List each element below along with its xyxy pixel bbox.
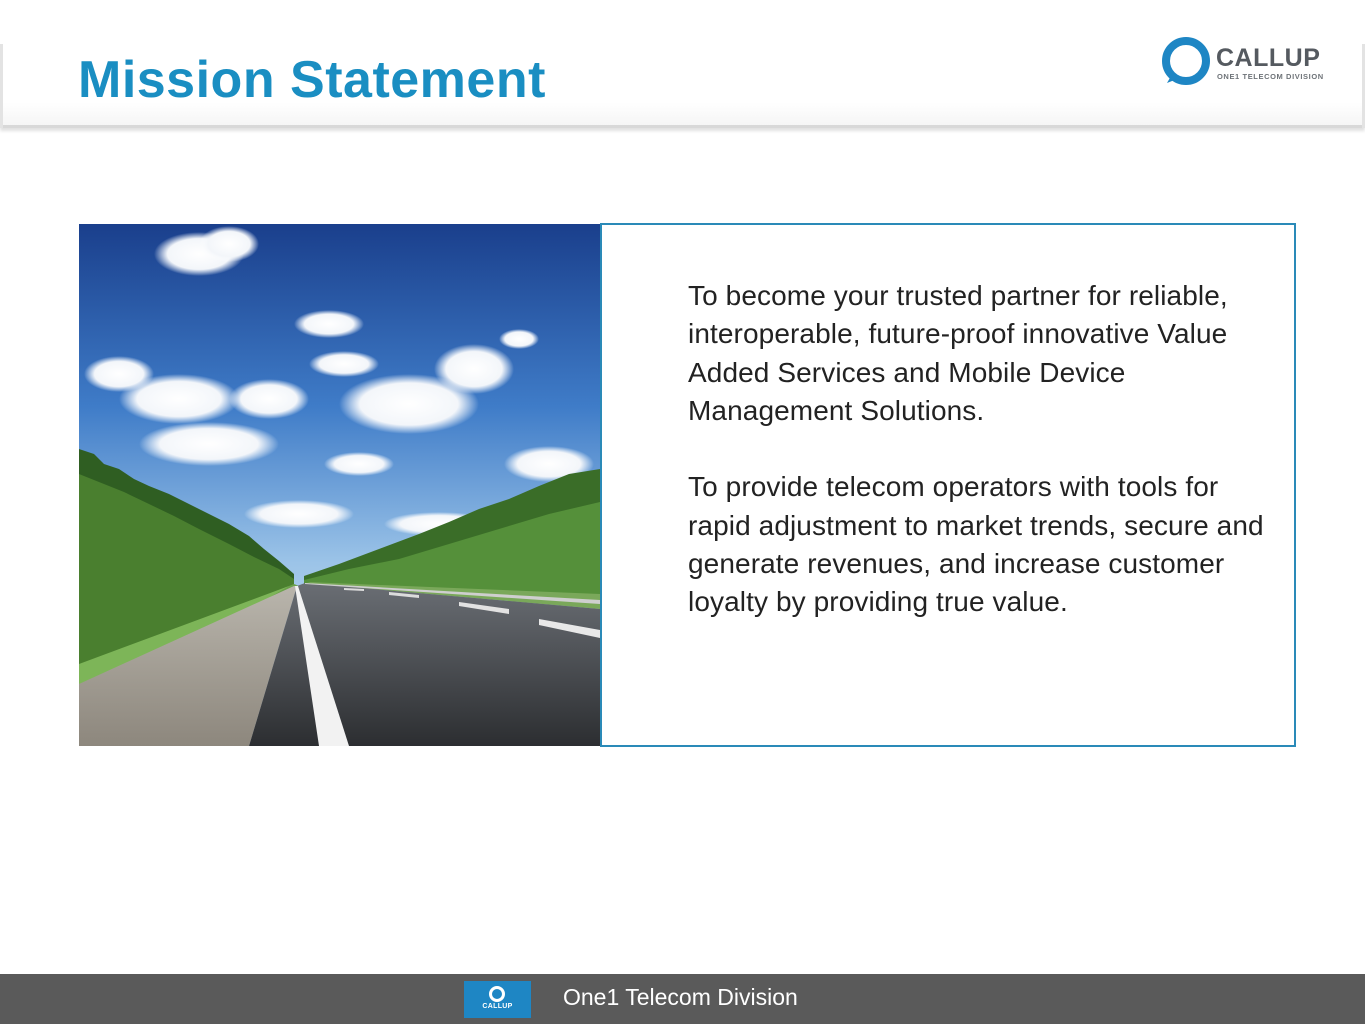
footer-logo-name: CALLUP [482,1003,513,1010]
mission-text [688,277,1268,622]
logo-name: CALLUP [1216,44,1321,72]
footer-bar [0,974,1365,1024]
road-landscape-image [79,224,600,746]
callup-logo-icon [1161,36,1211,86]
callup-logo-icon [489,986,505,1002]
page-title: Mission Statement [78,51,546,109]
mission-panel [600,223,1296,747]
mission-paragraph-2: To provide telecom operators with tools for rapid adjustment to market trends, secure and generate revenues, and increase customer loyalty by providing true value. [688,471,1264,618]
company-logo [1158,34,1328,92]
footer-text: One1 Telecom Division [563,984,798,1010]
logo-subtitle: ONE1 TELECOM DIVISION [1217,72,1324,81]
mission-paragraph-1: To become your trusted partner for reliable, interoperable, future-proof innovative Value Added Services and Mobile Device Management Solutions. [688,280,1228,426]
footer-logo [464,981,531,1018]
